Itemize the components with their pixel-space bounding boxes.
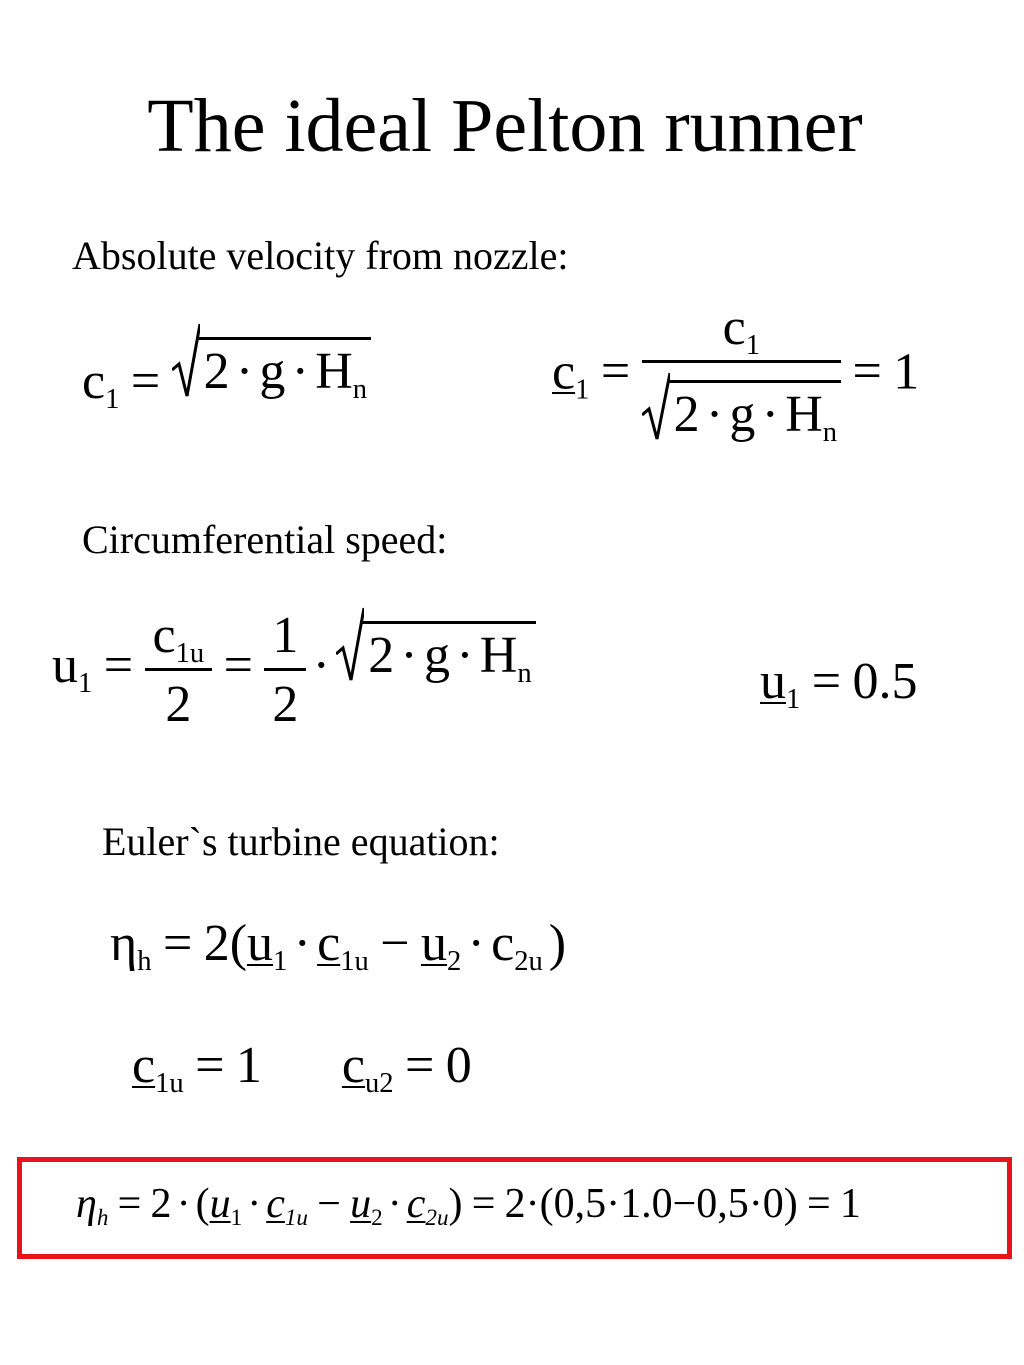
sqrt-symbol: $2 \cdot g \cdot H_n$ xyxy=(172,322,371,398)
sqrt-symbol: $2 \cdot g \cdot H_n$ xyxy=(336,606,535,682)
nozzle-label: Absolute velocity from nozzle: xyxy=(72,233,569,278)
circumferential-label: Circumferential speed: xyxy=(82,517,448,562)
velocity-components-equation: $c_{1u} = 1$ $c_{u2} = 0$ xyxy=(132,1037,472,1099)
fraction: $\frac{c_1}{2 \cdot g \cdot H_n}$ xyxy=(642,302,841,451)
euler-equation: $\eta_h = 2(u_1 \cdot c_{1u} - u_2 \cdot c_{2u}$ ) xyxy=(110,915,567,977)
hydraulic-efficiency-result: $\eta_h = 2 \cdot (u_1 \cdot c_{1u} - u_2 \cdot c_{2u}) = 2\cdot(0,5\cdot 1.0-0,5\cdot 0) = 1$ xyxy=(76,1181,861,1231)
euler-label: Euler`s turbine equation: xyxy=(102,819,500,864)
fraction: $\frac{c_{1u}}{2}$ xyxy=(145,610,213,731)
fraction: $\frac{1}{2}$ xyxy=(264,610,306,731)
page-title: The ideal Pelton runner xyxy=(147,84,863,168)
normalized-speed-equation: $u_1 = 0.5$ xyxy=(760,653,918,715)
circumferential-speed-equation: $u_1$ = $\frac{c_{1u}}{2}$ = $\frac{1}{2}$ · $2 \cdot g \cdot H_n$ xyxy=(52,606,536,731)
nozzle-velocity-equation: $c_1$ = $2 \cdot g \cdot H_n$ xyxy=(82,322,371,408)
normalized-nozzle-velocity-equation: $c_1$ = $\frac{c_1}{2 \cdot g \cdot H_n}$ = 1 xyxy=(552,302,919,451)
